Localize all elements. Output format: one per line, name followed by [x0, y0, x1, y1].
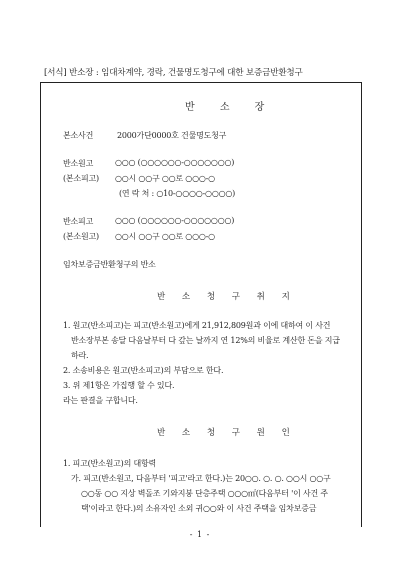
purpose-line: 하라.	[71, 351, 89, 360]
cause-line: 1. 피고(반소원고)의 대항력	[63, 459, 157, 468]
cause-title: 반 소 청 구 원 인	[157, 428, 297, 438]
plaintiff-id: ○○○ (○○○○○○-○○○○○○○)	[115, 158, 235, 167]
plaintiff-address: ○○시 ○○구 ○○로 ○○○-○	[115, 174, 215, 183]
cause-line: 가. 피고(반소원고, 다음부터 '피고'라고 한다.)는 20○○. ○. ○. ○○시 ○○구	[71, 474, 331, 483]
claim-title: 임차보증금반환청구의 반소	[63, 260, 156, 269]
form-header: [서식] 반소장 : 임대차계약, 경락, 건물명도청구에 대한 보증금반환청구	[44, 68, 303, 78]
defendant-label: 반소피고	[63, 217, 94, 226]
defendant-sublabel: (본소원고)	[63, 232, 99, 241]
plaintiff-sublabel: (본소피고)	[63, 174, 99, 183]
case-value: 2000가단0000호 건물명도청구	[117, 131, 227, 140]
document-box	[40, 82, 362, 527]
cause-line: 택'이라고 한다.)의 소유자인 소외 귀○○와 이 사건 주택을 임차보증금	[81, 504, 317, 513]
defendant-id: ○○○ (○○○○○○-○○○○○○○)	[115, 216, 235, 225]
defendant-address: ○○시 ○○구 ○○로 ○○○-○	[115, 232, 215, 241]
purpose-line: 3. 위 제1항은 가집행 할 수 있다.	[63, 381, 175, 390]
document-title: 반 소 장	[185, 102, 276, 113]
purpose-line: 1. 원고(반소피고)는 피고(반소원고)에게 21,912,809원과 이에 대하여 이 사건	[63, 321, 331, 330]
purpose-title: 반 소 청 구 취 지	[157, 292, 297, 302]
plaintiff-label: 반소원고	[63, 159, 94, 168]
plaintiff-contact: (연 락 처 : ○10-○○○○-○○○○)	[119, 189, 236, 198]
purpose-line: 라는 판결을 구합니다.	[63, 396, 138, 405]
purpose-line: 반소장부본 송달 다음날부터 다 갚는 날까지 연 12%의 비율로 계산한 돈을 지급	[71, 336, 340, 345]
cause-line: ○○동 ○○ 지상 벽돌조 기와지붕 단층주택 ○○○㎡(다음부터 '이 사건 주	[81, 489, 328, 498]
case-label: 본소사건	[63, 131, 94, 140]
page-number: - 1 -	[189, 530, 211, 539]
purpose-line: 2. 소송비용은 원고(반소피고)의 부담으로 한다.	[63, 366, 224, 375]
